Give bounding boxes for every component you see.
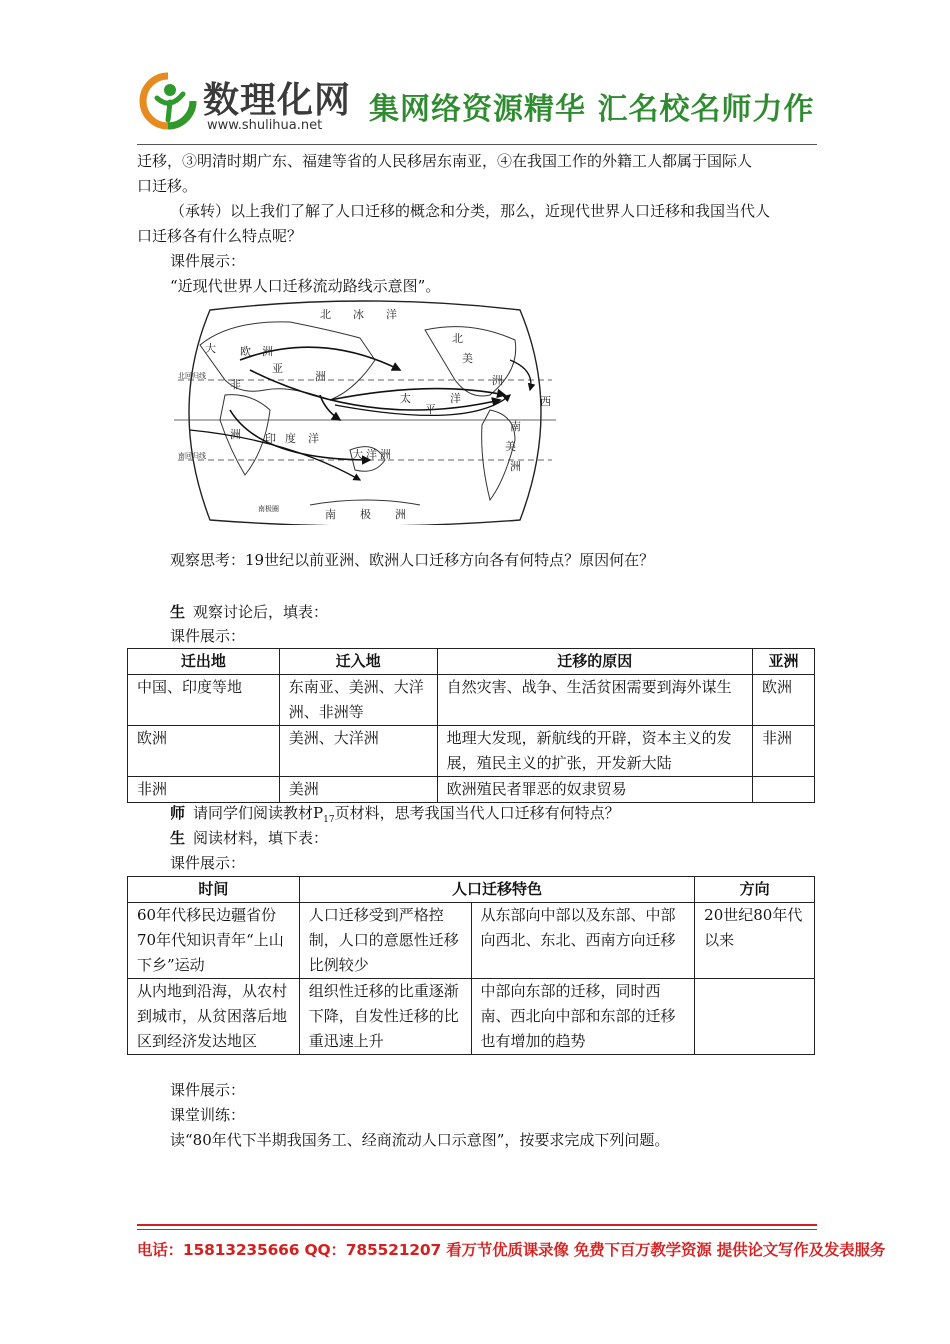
final-task: 读“80年代下半期我国务工、经商流动人口示意图”，按要求完成下列问题。: [170, 1131, 670, 1149]
student-text: 观察讨论后，填表：: [193, 603, 329, 621]
table-row: [128, 726, 815, 777]
courseware-label-3: 课件展示：: [170, 854, 246, 872]
student-role: 生: [170, 603, 186, 621]
page-subscript: 17: [323, 815, 335, 825]
teacher-text: 请同学们阅读教材P: [193, 804, 324, 822]
intro-line-2: 口迁移。: [137, 177, 198, 195]
map-label: 极: [360, 508, 371, 521]
courseware-label: 课件展示：: [170, 252, 246, 270]
practice-label: 课堂训练：: [170, 1106, 246, 1124]
map-label: 南: [325, 508, 336, 521]
map-label: 南回归线: [178, 452, 206, 460]
table-cell: 非洲: [128, 777, 280, 803]
map-label: 南: [510, 420, 521, 433]
map-label: 洲: [395, 508, 406, 521]
table-cell: 非洲: [753, 726, 815, 777]
brand-url: www.shulihua.net: [207, 118, 323, 133]
header-divider: [137, 144, 817, 145]
map-label: 北: [452, 332, 463, 345]
site-header: [137, 62, 817, 144]
world-migration-map: [170, 300, 560, 525]
table-cell: 20世纪80年代以来: [695, 903, 815, 979]
table-row: [128, 979, 815, 1055]
china-migration-table: [127, 876, 815, 1055]
table-row: [128, 903, 815, 979]
brand-name: 数理化网: [203, 80, 352, 121]
map-label: 太: [400, 392, 411, 405]
footer-divider: [137, 1229, 817, 1230]
table-cell: 组织性迁移的比重逐渐下降，自发性迁移的比重迅速上升: [299, 979, 471, 1055]
map-label: 洋: [366, 448, 377, 461]
table-cell: 从东部向中部以及东部、中部向西北、东北、西南方向迁移: [471, 903, 695, 979]
map-label: 洲: [262, 345, 273, 358]
map-label: 洲: [230, 428, 241, 441]
table-header: 方向: [695, 877, 815, 903]
table-cell: 欧洲: [128, 726, 280, 777]
map-label: 北回归线: [178, 372, 206, 380]
map-label: 洲: [510, 460, 521, 473]
migration-table: [127, 648, 815, 803]
table-cell: [695, 979, 815, 1055]
courseware-label-4: 课件展示：: [170, 1081, 246, 1099]
table-header: 亚洲: [753, 649, 815, 675]
table-header: 迁出地: [128, 649, 280, 675]
map-label: 平: [425, 403, 436, 416]
table-cell: 自然灾害、战争、生活贫困需要到海外谋生: [437, 675, 752, 726]
table-cell: 地理大发现，新航线的开辟，资本主义的发展，殖民主义的扩张，开发新大陆: [437, 726, 752, 777]
table-header-row: [128, 649, 815, 675]
courseware-label-2: 课件展示：: [170, 627, 246, 645]
map-label: 欧: [240, 345, 251, 358]
map-label: 洋: [450, 392, 461, 405]
table-cell: [753, 777, 815, 803]
slogan: 集网络资源精华 汇名校名师力作: [369, 92, 815, 127]
map-label: 大: [352, 448, 363, 461]
map-label: 度: [285, 432, 296, 445]
map-label: 非: [230, 378, 241, 391]
map-label: 洲: [315, 370, 326, 383]
map-label: 洋: [386, 308, 397, 321]
map-label: 洲: [492, 374, 503, 387]
map-label: 亚: [272, 362, 283, 375]
map-label: 北: [320, 308, 331, 321]
teacher-text-2: 页材料，思考我国当代人口迁移有何特点？: [334, 804, 620, 822]
table-row: [128, 777, 815, 803]
table-cell: 从内地到沿海，从农村到城市，从贫困落后地区到经济发达地区: [128, 979, 300, 1055]
map-label: 印: [265, 432, 276, 445]
table-cell: 中国、印度等地: [128, 675, 280, 726]
map-caption: “近现代世界人口迁移流动路线示意图”。: [170, 277, 441, 295]
student-role: 生: [170, 829, 186, 847]
map-label: 美: [505, 440, 516, 453]
map-label: 洲: [380, 448, 391, 461]
table-cell: 欧洲殖民者罪恶的奴隶贸易: [437, 777, 752, 803]
table-cell: 中部向东部的迁移，同时西南、西北向中部和东部的迁移也有增加的趋势: [471, 979, 695, 1055]
table-header: 迁移的原因: [437, 649, 752, 675]
footer-divider: [137, 1224, 817, 1226]
student-text: 阅读材料，填下表：: [193, 829, 329, 847]
table-cell: 60年代移民边疆省份70年代知识青年“上山下乡”运动: [128, 903, 300, 979]
student-line-1: [170, 600, 328, 625]
map-label: 南极圈: [258, 505, 279, 513]
table-header: 迁入地: [279, 649, 437, 675]
table-cell: 欧洲: [753, 675, 815, 726]
transition-line-2: 口迁移各有什么特点呢？: [137, 227, 303, 245]
table-cell: 美洲: [279, 777, 437, 803]
table-header: 人口迁移特色: [299, 877, 694, 903]
transition-line-1: （承转）以上我们了解了人口迁移的概念和分类，那么，近现代世界人口迁移和我国当代人: [170, 202, 771, 220]
student-line-2: [170, 826, 328, 851]
table-header: 时间: [128, 877, 300, 903]
table-row: [128, 675, 815, 726]
intro-line-1: 迁移，③明清时期广东、福建等省的人民移居东南亚，④在我国工作的外籍工人都属于国际人: [137, 152, 753, 170]
footer-contact: 电话：15813235666 QQ：785521207 看万节优质课录像 免费下百万教学资源 提供论文写作及发表服务: [137, 1241, 886, 1259]
table-header-row: [128, 877, 815, 903]
map-label: 大: [205, 342, 216, 355]
map-label: 冰: [353, 308, 364, 321]
map-label: 西: [540, 395, 551, 408]
table-cell: 人口迁移受到严格控制，人口的意愿性迁移比例较少: [299, 903, 471, 979]
map-label: 洋: [308, 432, 319, 445]
teacher-role: 师: [170, 804, 186, 822]
table-cell: 美洲、大洋洲: [279, 726, 437, 777]
table-cell: 东南亚、美洲、大洋洲、非洲等: [279, 675, 437, 726]
observe-question: 观察思考：19世纪以前亚洲、欧洲人口迁移方向各有何特点？原因何在？: [170, 551, 655, 569]
logo-icon: [137, 70, 199, 132]
map-label: 美: [462, 352, 473, 365]
